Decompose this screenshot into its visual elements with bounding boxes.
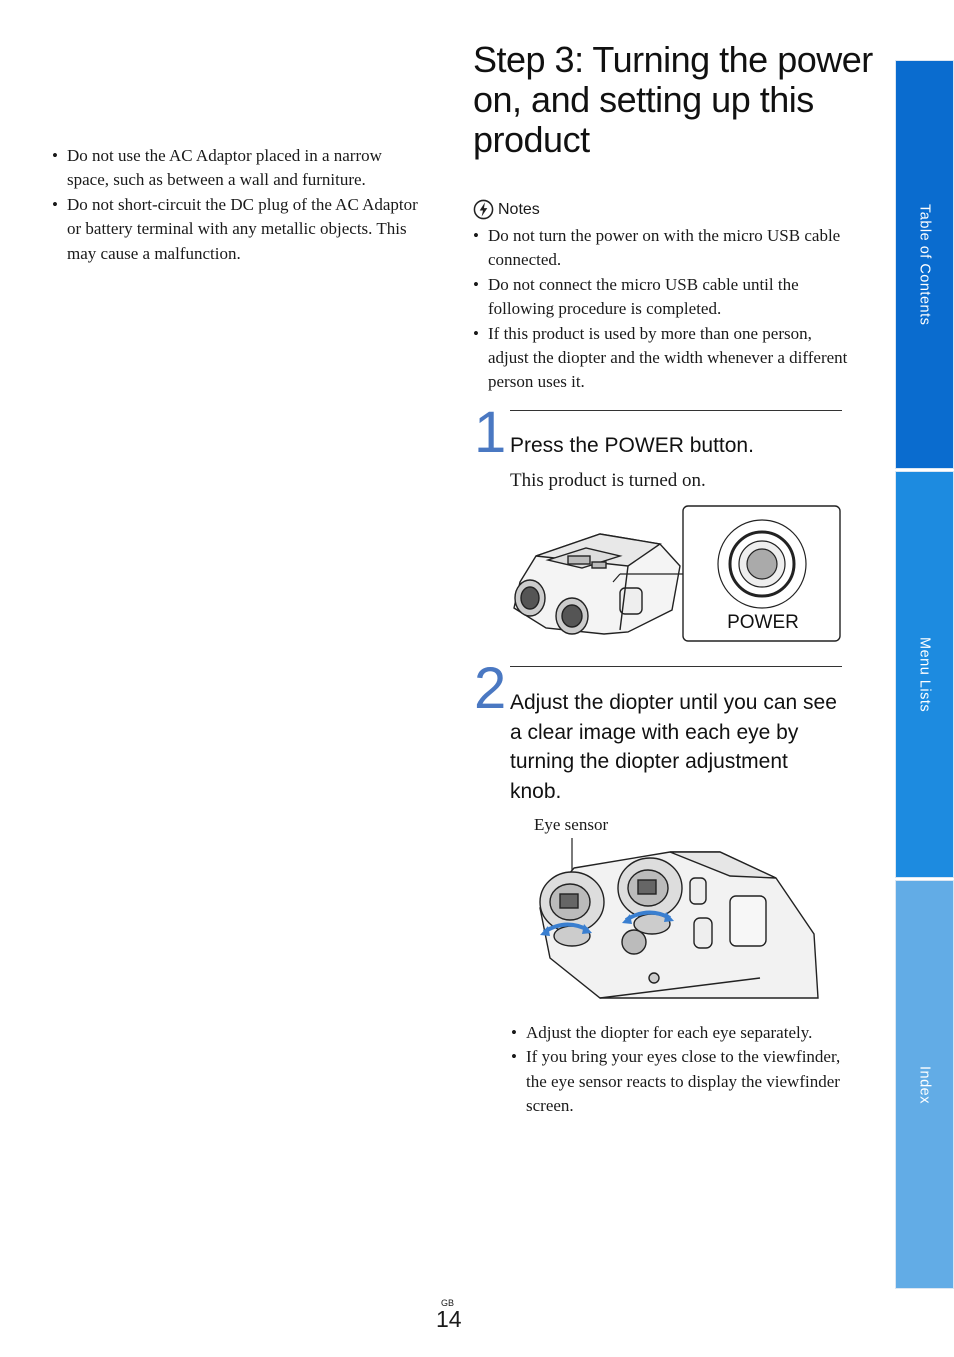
step-2-note-item: • Adjust the diopter for each eye separately. [511,1021,846,1045]
page-title: Step 3: Turning the power on, and setting up this product [473,39,873,160]
step-2-notes [511,1021,846,1119]
tab-label: Menu Lists [916,636,933,713]
step-1-rule [510,410,842,411]
left-bullet-item: • Do not use the AC Adaptor placed in a narrow space, such as between a wall and furniture. [52,144,422,193]
tab-label: Index [916,1065,933,1104]
caution-bolt-icon [473,199,494,220]
tab-label: Table of Contents [916,203,933,326]
tab-table-of-contents[interactable] [895,60,954,469]
page-region-code: GB [441,1298,455,1308]
notes-label: Notes [498,200,540,218]
left-column [52,144,422,266]
power-button-illustration [508,504,844,644]
step-2-number: 2 [474,656,507,721]
diopter-illustration [530,838,820,1002]
step-2-text: Adjust the diopter until you can see a clear image with each eye by turning the diopter adjustment knob. [510,691,837,803]
tab-index[interactable] [895,880,954,1289]
step-1-number: 1 [474,400,507,465]
step-2-rule [510,666,842,667]
device-top-view [514,534,680,634]
note-item: • Do not turn the power on with the micro USB cable connected. [473,224,848,273]
step-2-note-item: • If you bring your eyes close to the viewfinder, the eye sensor reacts to display the viewfinder screen. [511,1045,846,1118]
left-bullet-item: • Do not short-circuit the DC plug of the AC Adaptor or battery terminal with any metallic objects. This may cause a malfunction. [52,193,422,266]
note-item: • Do not connect the micro USB cable until the following procedure is completed. [473,273,848,322]
power-label: POWER [727,612,799,633]
left-bullet-list [52,144,422,266]
eye-sensor-label: Eye sensor [534,815,609,834]
tab-menu-lists[interactable] [895,471,954,878]
step-1-text: Press the POWER button. [510,434,754,457]
notes-heading [473,199,540,220]
note-item: • If this product is used by more than one person, adjust the diopter and the width whenever a different person uses it. [473,322,848,395]
step-1-subtext: This product is turned on. [510,470,706,491]
notes-list [473,224,848,395]
page-number: 14 [436,1306,462,1332]
